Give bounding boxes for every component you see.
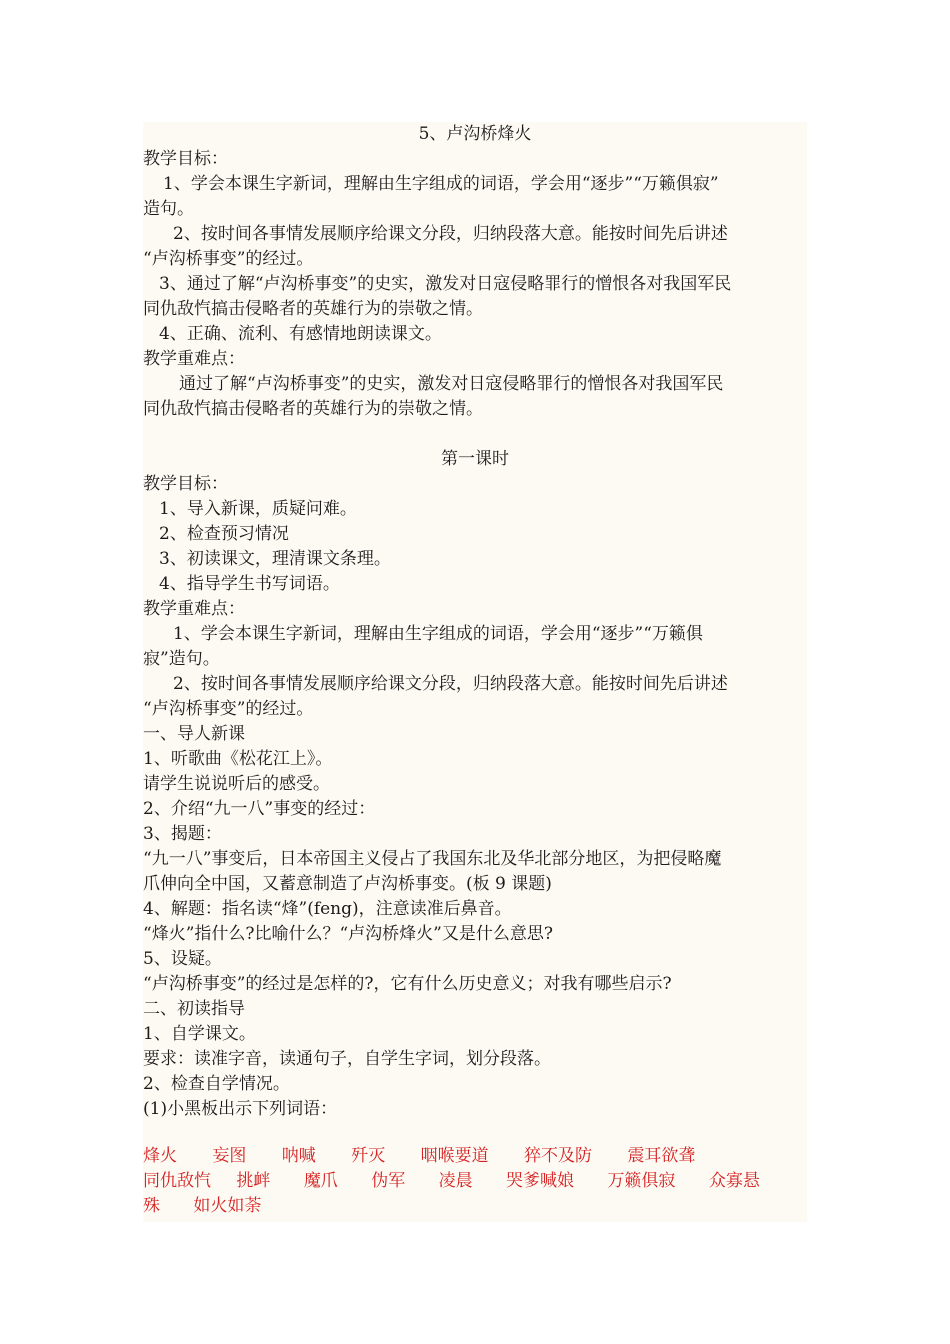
step-3: 3、揭题： (143, 824, 222, 844)
step-1: 1、听歌曲《松花江上》。 (143, 749, 333, 769)
task-1: 1、自学课文。 (143, 1024, 256, 1044)
vocab-word: 伪军 (371, 1171, 406, 1191)
period-goal-2: 2、检查预习情况 (159, 524, 289, 544)
step-4: 4、解题：指名读“烽”(feng)，注意读准后鼻音。 (143, 899, 512, 919)
vocab-word: 挑衅 (236, 1171, 271, 1191)
part-2-heading: 二、初读指导 (143, 999, 245, 1019)
lesson-overview (143, 122, 807, 447)
key-line-2: 同仇敌忾搞击侵略者的英雄行为的崇敬之情。 (143, 399, 483, 419)
vocab-word: 凌晨 (438, 1171, 473, 1191)
period-goal-4: 4、指导学生书写词语。 (159, 574, 340, 594)
period-title: 第一课时 (441, 449, 509, 469)
task-1-requirement: 要求：读准字音，读通句子，自学生字词，划分段落。 (143, 1049, 551, 1069)
goal-3-line-2: 同仇敌忾搞击侵略者的英雄行为的崇敬之情。 (143, 299, 483, 319)
vocab-word: 呐喊 (281, 1146, 316, 1166)
period-goal-3: 3、初读课文，理清课文条理。 (159, 549, 391, 569)
goal-2-line-1: 2、按时间各事情发展顺序给课文分段，归纳段落大意。能按时间先后讲述 (173, 224, 728, 244)
goal-2-line-2: “卢沟桥事变”的经过。 (143, 249, 314, 269)
step-4-question: “烽火”指什么?比喻什么？“卢沟桥烽火”又是什么意思? (143, 924, 553, 944)
vocab-word: 咽喉要道 (420, 1146, 489, 1166)
period-goals-heading: 教学目标： (143, 474, 228, 494)
vocab-word: 众寡悬 (708, 1171, 760, 1191)
period-key-2-line-2: “卢沟桥事变”的经过。 (143, 699, 314, 719)
key-line-1: 通过了解“卢沟桥事变”的史实，激发对日寇侵略罪行的憎恨各对我国军民 (179, 374, 724, 394)
period-key-2-line-1: 2、按时间各事情发展顺序给课文分段，归纳段落大意。能按时间先后讲述 (173, 674, 728, 694)
goal-1-line-2: 造句。 (143, 199, 194, 219)
vocabulary-row-2 (143, 1169, 807, 1194)
vocab-word: 震耳欲聋 (627, 1146, 696, 1166)
task-2-a: (1)小黑板出示下列词语： (143, 1099, 338, 1119)
step-1-note: 请学生说说听后的感受。 (143, 774, 330, 794)
goal-1-line-1: 1、学会本课生字新词，理解由生字组成的词语，学会用“逐步”“万籁俱寂” (163, 174, 719, 194)
vocab-word: 哭爹喊娘 (506, 1171, 575, 1191)
vocabulary-list (143, 1144, 807, 1219)
goals-heading: 教学目标： (143, 149, 228, 169)
step-5-question: “卢沟桥事变”的经过是怎样的?，它有什么历史意义；对我有哪些启示? (143, 974, 672, 994)
vocab-word: 猝不及防 (524, 1146, 593, 1166)
key-heading: 教学重难点： (143, 349, 245, 369)
vocabulary-row-3 (143, 1194, 807, 1219)
vocab-word: 歼灭 (351, 1146, 386, 1166)
task-2: 2、检查自学情况。 (143, 1074, 290, 1094)
vocab-word: 魔爪 (303, 1171, 338, 1191)
vocab-word: 妄图 (212, 1146, 247, 1166)
vocab-word: 同仇敌忾 (143, 1171, 211, 1191)
period-key-1-line-1: 1、学会本课生字新词，理解由生字组成的词语，学会用“逐步”“万籁俱 (173, 624, 703, 644)
period-key-1-line-2: 寂”造句。 (143, 649, 220, 669)
goal-3-line-1: 3、通过了解“卢沟桥事变”的史实，激发对日寇侵略罪行的憎恨各对我国军民 (159, 274, 732, 294)
vocab-word: 如火如荼 (193, 1196, 262, 1216)
vocab-word: 万籁俱寂 (607, 1171, 676, 1191)
lesson-title: 5、卢沟桥烽火 (418, 124, 532, 144)
period-key-heading: 教学重难点： (143, 599, 245, 619)
vocabulary-row-1 (143, 1144, 807, 1169)
step-3-text-line-2: 爪伸向全中国，又蓄意制造了卢沟桥事变。(板 9 课题) (143, 874, 552, 894)
step-2: 2、介绍“九一八”事变的经过： (143, 799, 376, 819)
period-goal-1: 1、导入新课，质疑问难。 (159, 499, 357, 519)
vocab-word: 殊 (143, 1196, 160, 1216)
goal-4: 4、正确、流利、有感情地朗读课文。 (159, 324, 442, 344)
step-3-text-line-1: “九一八”事变后，日本帝国主义侵占了我国东北及华北部分地区，为把侵略魔 (143, 849, 722, 869)
part-1-heading: 一、导人新课 (143, 724, 245, 744)
vocab-word: 烽火 (143, 1146, 177, 1166)
first-period (143, 447, 807, 1222)
step-5: 5、设疑。 (143, 949, 222, 969)
